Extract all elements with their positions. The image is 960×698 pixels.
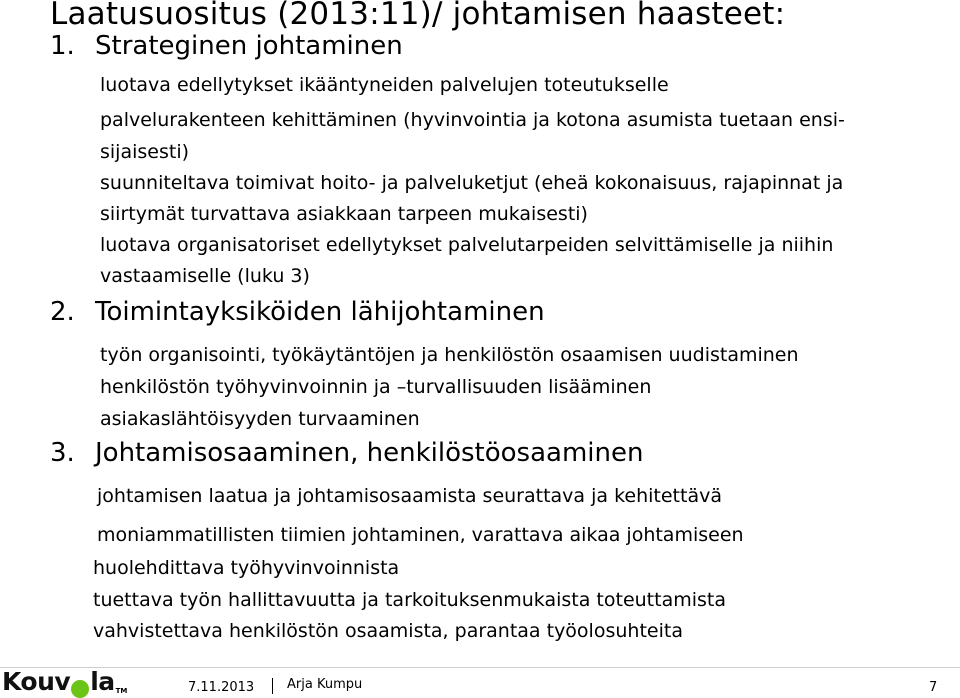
section-2-line: henkilöstön työhyvinvoinnin ja –turvallisuuden lisääminen <box>100 376 652 398</box>
footer-author: Arja Kumpu <box>287 677 363 692</box>
section-1-line: suunniteltava toimivat hoito- ja palveluketjut (eheä kokonaisuus, rajapinnat ja <box>100 172 844 194</box>
section-2-line: asiakaslähtöisyyden turvaaminen <box>100 408 420 430</box>
section-1-line: palvelurakenteen kehittäminen (hyvinvointia ja kotona asumista tuetaan ensi- <box>100 109 845 131</box>
section-2-line: työn organisointi, työkäytäntöjen ja henkilöstön osaamisen uudistaminen <box>100 344 799 366</box>
section-3-line: johtamisen laatua ja johtamisosaamista seurattava ja kehitettävä <box>97 485 722 507</box>
logo-trademark: TM <box>115 687 128 695</box>
section-1-line: siirtymät turvattava asiakkaan tarpeen mukaisesti) <box>100 203 588 225</box>
logo-text-suffix: la <box>90 667 115 696</box>
section-3-line: vahvistettava henkilöstön osaamista, parantaa työolosuhteita <box>93 620 683 642</box>
section-3-number: 3. <box>50 438 75 468</box>
section-3-line: tuettava työn hallittavuutta ja tarkoituksenmukaista toteuttamista <box>93 589 726 611</box>
slide-title: Laatusuositus (2013:11)/ johtamisen haasteet: <box>50 0 786 32</box>
logo-text-prefix: Kouv <box>2 667 71 696</box>
section-3-line: huolehdittava työhyvinvoinnista <box>93 557 400 579</box>
section-1-number: 1. <box>50 31 75 61</box>
logo-green-o-icon <box>71 680 89 698</box>
section-3-line: moniammatillisten tiimien johtaminen, varattava aikaa johtamiseen <box>97 524 744 546</box>
section-1-heading: Strateginen johtaminen <box>95 31 403 61</box>
kouvola-logo <box>2 668 127 696</box>
footer-separator <box>272 678 273 694</box>
section-1-line: luotava edellytykset ikääntyneiden palvelujen toteutukselle <box>100 74 669 96</box>
footer-divider <box>0 667 960 668</box>
section-3-heading: Johtamisosaaminen, henkilöstöosaaminen <box>95 438 644 468</box>
section-2-heading: Toimintayksiköiden lähijohtaminen <box>95 297 545 327</box>
section-1-line: sijaisesti) <box>100 141 190 163</box>
section-1-line: vastaamiselle (luku 3) <box>100 265 310 287</box>
section-2-number: 2. <box>50 297 75 327</box>
footer-date: 7.11.2013 <box>188 680 255 695</box>
section-1-line: luotava organisatoriset edellytykset palvelutarpeiden selvittämiselle ja niihin <box>100 234 834 256</box>
page-number: 7 <box>929 680 938 695</box>
